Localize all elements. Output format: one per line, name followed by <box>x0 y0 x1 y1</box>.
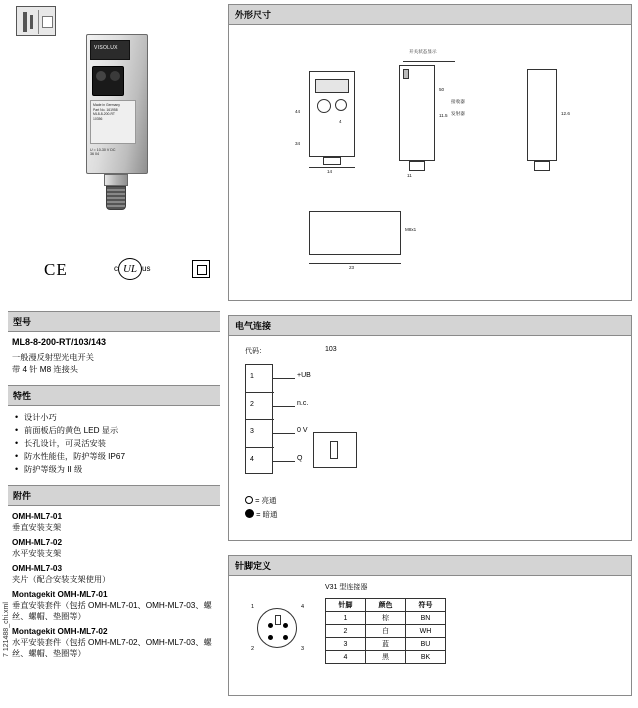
electrical-diagram <box>228 336 632 541</box>
accessories-section <box>8 506 220 665</box>
pin-table <box>325 598 446 664</box>
lens-right <box>335 99 347 111</box>
device-label: Made in Germany Part No. 161958 ML8-8-200-RT 10356 <box>90 100 136 144</box>
front-neck <box>323 157 341 165</box>
product-symbol-icon <box>16 6 56 36</box>
table-header-row <box>326 599 446 612</box>
list-item: OMH-ML7-03 夹片（配合安装支架使用） <box>12 564 111 584</box>
list-item: • 前面板后的黄色 LED 显示 <box>24 424 216 437</box>
dim-value: 14 <box>327 169 333 174</box>
ce-mark: CE <box>44 260 68 279</box>
code-label: 代码： <box>245 348 266 355</box>
annotation: 发射器 <box>451 111 465 116</box>
dim-value: 44 <box>295 109 301 114</box>
legend-item-light-on: = 亮通 <box>245 494 278 508</box>
open-circle-icon <box>245 496 253 504</box>
table-row: 2 白 WH <box>326 625 446 638</box>
pin-number: 1 <box>251 604 255 610</box>
approval-marks <box>44 256 220 290</box>
table-row: 4 黑 BK <box>326 651 446 664</box>
section-header-dimensions: 外形尺寸 <box>228 4 632 25</box>
legend-item-dark-on: = 暗通 <box>245 508 278 522</box>
annotation: 开关状态显示 <box>409 49 437 54</box>
brand-logo: VISOLUX <box>94 45 118 51</box>
terminal-block <box>245 364 273 474</box>
led-indicator <box>403 69 409 79</box>
section-header-features: 特性 <box>8 385 220 406</box>
dimension-drawing <box>228 25 632 301</box>
dim-value: 11 <box>407 173 412 178</box>
section-header-electrical: 电气连接 <box>228 315 632 336</box>
section-header-model: 型号 <box>8 311 220 332</box>
ul-mark: c UL us <box>114 258 150 280</box>
annotation: 接收器 <box>451 99 465 104</box>
connector-face-icon <box>257 608 297 648</box>
model-desc-2: 带 4 针 M8 连接头 <box>12 365 78 374</box>
column-header: 针脚 <box>326 599 366 612</box>
dim-value: 34 <box>295 141 301 146</box>
terminal-label: 0 V <box>297 427 308 434</box>
terminal-label: n.c. <box>297 400 309 407</box>
dim-value: M8x1 <box>405 227 417 232</box>
list-item: Montagekit OMH-ML7-01 垂直安装套件（包括 OMH-ML7-01、OMH-ML7-03、螺丝、螺帽、垫圈等） <box>12 590 212 621</box>
model-desc-1: 一般漫反射型光电开关 <box>12 353 94 362</box>
pin-number: 3 <box>301 646 305 652</box>
list-item: OMH-ML7-02 水平安装支架 <box>12 538 63 558</box>
class-ii-icon <box>192 260 210 278</box>
side-thread <box>409 161 425 171</box>
terminal-number: 2 <box>250 400 254 408</box>
list-item: Montagekit OMH-ML7-02 水平安装套件（包括 OMH-ML7-02、OMH-ML7-03、螺丝、螺帽、垫圈等） <box>12 627 212 658</box>
model-section <box>8 332 220 378</box>
rear-view <box>527 69 557 161</box>
right-column <box>228 4 632 696</box>
filled-circle-icon <box>245 509 254 518</box>
product-photo <box>8 4 220 304</box>
pin-definition <box>228 576 632 696</box>
legend <box>245 494 278 522</box>
terminal-number: 4 <box>250 455 254 463</box>
rear-thread <box>534 161 550 171</box>
section-header-accessories: 附件 <box>8 485 220 506</box>
terminal-label: +UB <box>297 372 311 379</box>
document-code: 7 121488_chi.xml <box>3 602 10 657</box>
front-window <box>315 79 349 93</box>
list-item: • 防护等级为 II 级 <box>24 463 216 476</box>
sensor-illustration <box>86 34 160 214</box>
dim-value: 12.6 <box>561 111 570 116</box>
dim-value: 50 <box>439 87 445 92</box>
table-row: 1 棕 BN <box>326 612 446 625</box>
bottom-view <box>309 211 401 255</box>
dim-value: 11.5 <box>439 113 448 118</box>
model-number: ML8-8-200-RT/103/143 <box>12 337 107 347</box>
dim-value: 4 <box>339 119 342 124</box>
terminal-number: 3 <box>250 428 254 435</box>
code-value: 103 <box>325 346 337 353</box>
pin-number: 4 <box>301 604 305 610</box>
dim-value: 23 <box>349 265 355 270</box>
section-header-pins: 针脚定义 <box>228 555 632 576</box>
side-view <box>399 65 435 161</box>
device-marks: U = 10-30 V DC 36 04 <box>90 148 116 156</box>
lens-left <box>317 99 331 113</box>
terminal-label: Q <box>297 455 303 462</box>
table-row: 3 蓝 BU <box>326 638 446 651</box>
output-circuit <box>313 432 357 468</box>
pin-number: 2 <box>251 646 255 652</box>
list-item: • 长孔设计，可灵活安装 <box>24 437 216 450</box>
column-header: 颜色 <box>366 599 406 612</box>
list-item: • 设计小巧 <box>24 411 216 424</box>
features-section <box>8 406 220 478</box>
list-item: OMH-ML7-01 垂直安装支架 <box>12 512 63 532</box>
column-header: 符号 <box>406 599 446 612</box>
left-column <box>3 4 220 665</box>
terminal-number: 1 <box>250 373 254 380</box>
list-item: • 防水性能佳，防护等级 IP67 <box>24 450 216 463</box>
connector-title: V31 型连接器 <box>325 584 368 591</box>
resistor-symbol <box>330 441 338 459</box>
